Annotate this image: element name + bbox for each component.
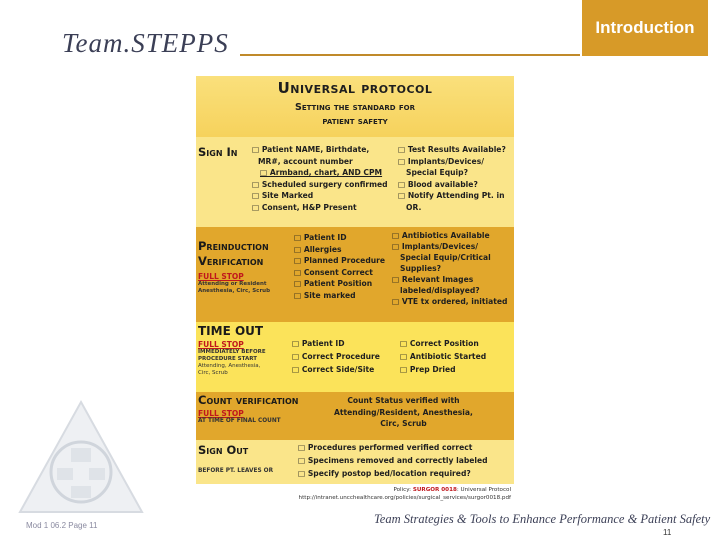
sign-in-section (196, 137, 514, 227)
sign-out-title: Sign Out (198, 443, 249, 457)
time-out-right-list: □ Correct Position □ Antibiotic Started □ Prep Dried (400, 339, 487, 374)
sign-out-list: □ Procedures performed verified correct □ Specimens removed and correctly labeled □ Specify postop bed/location required? (298, 443, 488, 478)
poster-header (196, 76, 514, 137)
sign-in-title: Sign In (198, 145, 238, 159)
preinduction-note: Attending or Resident Anesthesia, Circ, Scrub (198, 281, 271, 294)
preinduction-right-list: □ Antibiotics Available □ Implants/Devices/ Special Equip/Critical Supplies? □ Relevant Images labeled/displayed? □ VTE tx ordered, initiated (392, 231, 508, 306)
module-page-label: Mod 1 06.2 Page 11 (26, 521, 98, 530)
time-out-section: TIME OUT FULL STOP IMMEDIATELY BEFORE PROCEDURE START Attending, Anesthesia, Circ, Scrub □ Patient ID □ Correct Procedure □ Correct Side/Site □ Correct Position □ Antibiotic Started □ Prep Dried (196, 322, 514, 392)
page-number: 11 (663, 528, 672, 537)
poster-subtitle: Setting the standard for (295, 102, 415, 113)
preinduction-title: Preinduction (198, 239, 269, 253)
sign-out-section: Sign Out BEFORE PT. LEAVES OR □ Procedures performed verified correct □ Specimens removed and correctly labeled □ Specify postop bed/location required? (196, 440, 514, 484)
poster-subtitle-2: patient safety (322, 116, 388, 127)
preinduction-left-list: □ Patient ID □ Allergies □ Planned Procedure □ Consent Correct □ Patient Position □ Site marked (294, 233, 386, 300)
universal-protocol-poster (196, 76, 514, 501)
time-out-left-list: □ Patient ID □ Correct Procedure □ Correct Side/Site (292, 339, 380, 374)
verification-title: Verification (198, 254, 264, 268)
full-stop-label: FULL STOP (198, 409, 244, 418)
count-verification-section: Count verification FULL STOP AT TIME OF FINAL COUNT Count Status verified with Attending/Resident, Anesthesia, Circ, Scrub (196, 392, 514, 440)
count-status-text: Count Status verified with Attending/Resident, Anesthesia, Circ, Scrub (334, 396, 473, 428)
count-verification-title: Count verification (198, 393, 299, 407)
sign-in-left-list: □ Patient NAME, Birthdate, MR#, account number □ Armband, chart, AND CPM □ Scheduled surgery confirmed □ Site Marked □ Consent, H&P Present (252, 145, 388, 212)
teamstepps-triangle-watermark (16, 398, 146, 516)
sign-in-right-list: □ Test Results Available? □ Implants/Devices/ Special Equip? □ Blood available? □ Notify Attending Pt. in OR. (398, 145, 506, 212)
poster-title: Universal protocol (277, 79, 433, 97)
time-out-title: TIME OUT (198, 324, 264, 338)
policy-reference: Policy: SURGOR 0018: Universal Protocol http://intranet.uncchealthcare.org/policies/surgical_services/surgor0018.pdf (196, 486, 514, 502)
preinduction-section (196, 227, 514, 322)
section-tab: Introduction (582, 0, 708, 56)
header-rule (240, 54, 580, 56)
full-stop-label: FULL STOP (198, 272, 244, 281)
teamstepps-logo: Team.STEPPS (62, 28, 229, 58)
footer-tagline: Team Strategies & Tools to Enhance Performance & Patient Safety (374, 512, 711, 526)
policy-url[interactable]: http://intranet.uncchealthcare.org/policies/surgical_services/surgor0018.pdf (298, 495, 511, 501)
full-stop-label: FULL STOP (198, 340, 244, 349)
